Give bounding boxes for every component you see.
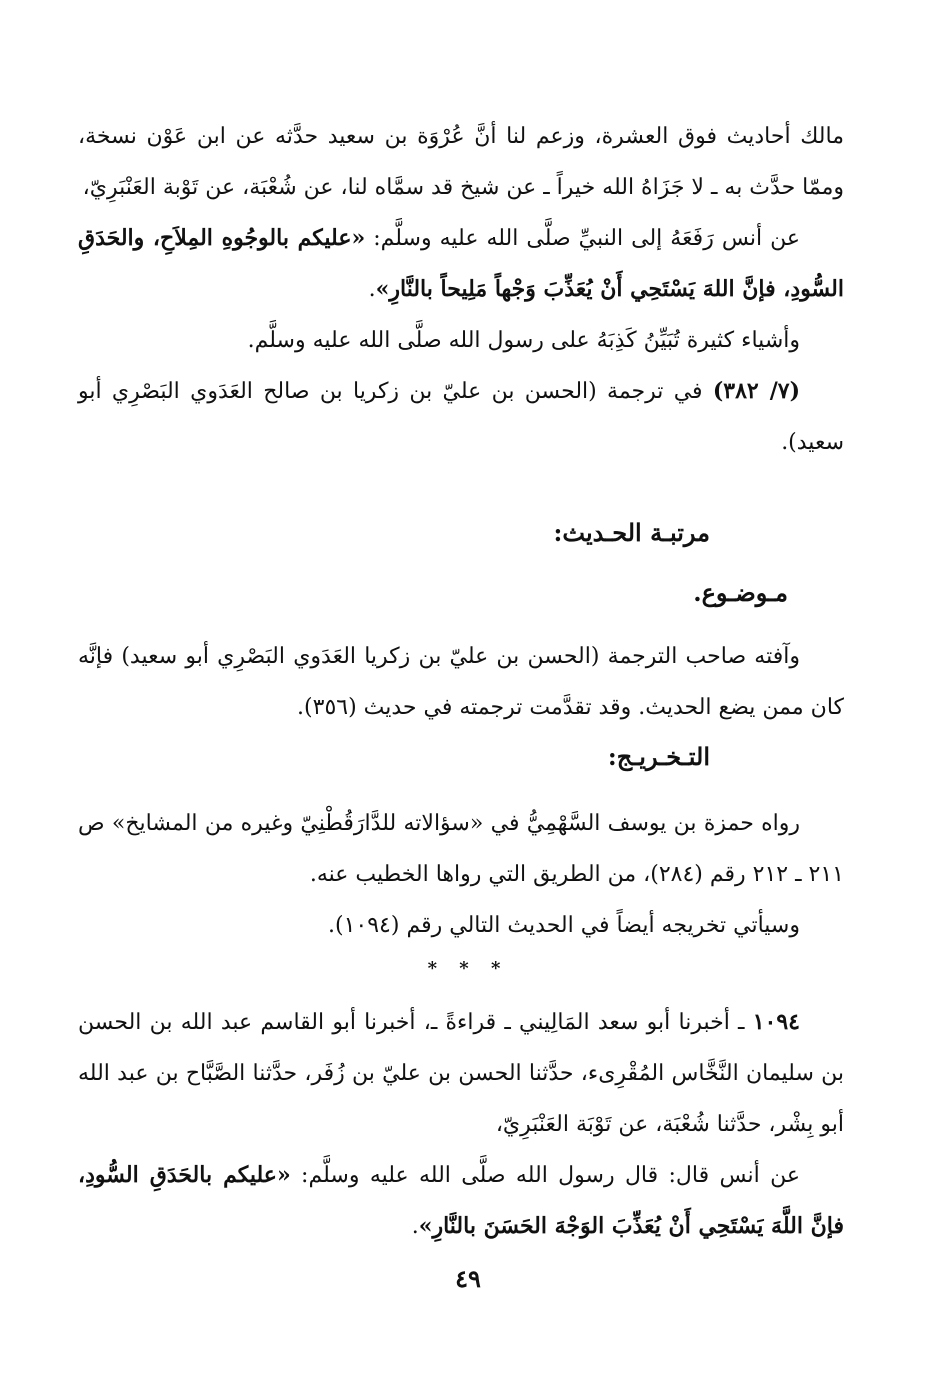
hadith-1094-chain — [78, 997, 844, 1150]
grade-value: مـوضـوع. — [693, 578, 788, 607]
hadith-1094-quote: «عليكم بالحَدَقِ السُّودِ، فإنَّ اللَّهَ يَسْتَحِي أَنْ يُعَذِّبَ الوَجْهَ الحَسَنَ بالنَّارِ» — [78, 1162, 844, 1239]
paragraph-reference — [78, 366, 844, 468]
hadith-number: ١٠٩٤ — [752, 1009, 800, 1035]
grade-explanation: وآفته صاحب الترجمة (الحسن بن عليّ بن زكريا العَدَوي البَصْرِي أبو سعيد) فإنَّه كان ممن يضع الحديث. وقد تقدَّمت ترجمته في حديث (٣٥٦). — [78, 644, 844, 720]
takhrij-text-2: وسيأتي تخريجه أيضاً في الحديث التالي رقم (١٠٩٤). — [328, 913, 800, 938]
grade-heading: مرتبـة الحـديث: — [553, 518, 710, 547]
section-separator: * * * — [427, 958, 509, 979]
hadith-1094-end: . — [411, 1214, 419, 1239]
top-text-block — [78, 111, 844, 468]
reference-text: في ترجمة (الحسن بن عليّ بن زكريا بن صالح العَدَوي البَصْرِي أبو سعيد). — [78, 379, 844, 455]
hadith-1094-narrators: ـ أخبرنا أبو سعد المَالِيني ـ قراءةً ـ، أخبرنا أبو القاسم عبد الله بن الحسن بن سليمان النَّخَّاس المُقْرِىء، حدَّثنا الحسن بن عليّ بن زُفَر، حدَّثنا الصَّبَّاح بن عبد الله أبو بِشْر، حدَّثنا شُعْبَة، عن تَوْبَة العَنْبَرِيّ، — [78, 1010, 844, 1137]
hadith-end: . — [368, 277, 376, 302]
hadith-intro: عن أنس رَفَعَهُ إلى النبيِّ صلَّى الله عليه وسلَّم: — [365, 226, 800, 251]
hadith-1094-text — [78, 1150, 844, 1252]
volume-page-ref: (٧/ ٣٨٢) — [712, 378, 801, 404]
paragraph-hadith-text — [78, 213, 844, 315]
takhrij-heading: التـخـريـج: — [607, 742, 710, 771]
hadith-quote: «عليكم بالوجُوهِ المِلاَحِ، والحَدَقِ السُّودِ، فإنَّ اللهَ يَسْتَحِي أَنْ يُعَذِّبَ وَجْهاً مَلِيحاً بالنَّارِ» — [78, 225, 844, 302]
paragraph-narrators: مالك أحاديث فوق العشرة، وزعم لنا أنَّ عُرْوَة بن سعيد حدَّثه عن ابن عَوْن نسخة، وممّا حدَّث به ـ لا جَزَاهُ الله خيراً ـ عن شيخ قد سمَّاه لنا، عن شُعْبَة، عن تَوْبة العَنْبَرِيّ، — [78, 124, 844, 200]
takhrij-text-1: رواه حمزة بن يوسف السَّهْمِيُّ في «سؤالاته للدَّارَقُطْنِيّ وغيره من المشايخ» ص ٢١١ ـ ٢١٢ رقم (٢٨٤)، من الطريق التي رواها الخطيب عنه. — [78, 811, 844, 887]
grade-text-block — [78, 631, 844, 733]
paragraph-many-lies: وأشياء كثيرة تُبَيِّنُ كَذِبَهُ على رسول الله صلَّى الله عليه وسلَّم. — [247, 328, 800, 353]
takhrij-text-block — [78, 798, 844, 951]
page-number: ٤٩ — [455, 1264, 481, 1293]
hadith-1094-block — [78, 997, 844, 1252]
hadith-1094-intro: عن أنس قال: قال رسول الله صلَّى الله عليه وسلَّم: — [290, 1163, 800, 1188]
